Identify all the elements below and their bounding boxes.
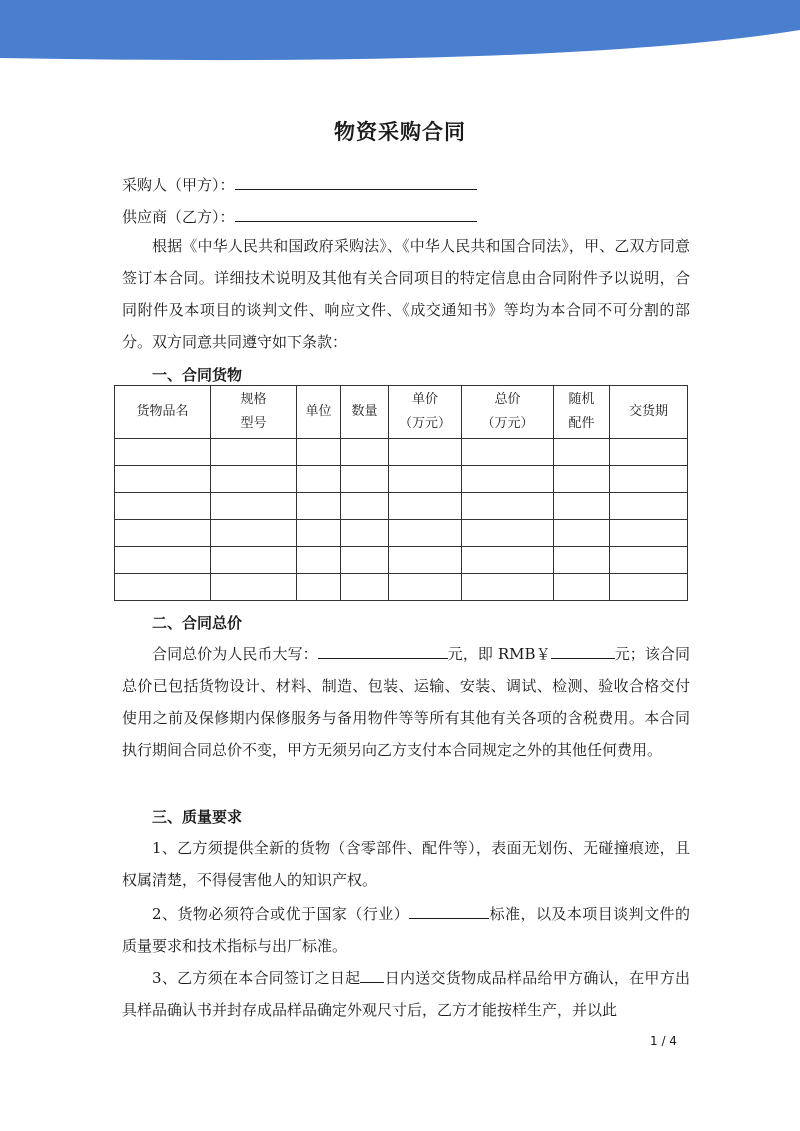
header-banner [0,0,800,70]
section1-heading: 一、合同货物 [152,366,243,384]
table-cell[interactable] [554,574,610,601]
price-paragraph [122,638,690,766]
table-cell[interactable] [297,466,341,493]
table-cell[interactable] [389,439,462,466]
table-cell[interactable] [341,574,389,601]
table-cell[interactable] [341,466,389,493]
table-cell[interactable] [389,520,462,547]
quality-3-text-a: 3、乙方须在本合同签订之日起 [152,969,361,987]
quality-3-text-b: 日内送交货物成品样品给甲方确认，在甲方出具样品确认书并封存成品样品确定外观尺寸后，乙方才能按样生产，并以此 [122,969,690,1019]
table-row [115,547,688,574]
table-cell[interactable] [389,466,462,493]
table-cell[interactable] [297,439,341,466]
intro-paragraph: 根据《中华人民共和国政府采购法》、《中华人民共和国合同法》，甲、乙双方同意签订本合同。详细技术说明及其他有关合同项目的特定信息由合同附件予以说明，合同附件及本项目的谈判文件、响应文件、《成交通知书》等均为本合同不可分割的部分。双方同意共同遵守如下条款： [122,237,690,351]
supplier-blank[interactable] [235,204,477,222]
table-cell[interactable] [115,466,211,493]
column-header: 单位 [297,386,341,439]
table-cell[interactable] [462,520,554,547]
table-cell[interactable] [211,520,297,547]
goods-table [114,385,688,601]
table-cell[interactable] [462,493,554,520]
column-header: 交货期 [610,386,688,439]
table-cell[interactable] [610,493,688,520]
table-row [115,520,688,547]
column-header: 单价 （万元） [389,386,462,439]
buyer-label: 采购人（甲方）： [122,176,235,194]
table-cell[interactable] [610,520,688,547]
table-cell[interactable] [341,547,389,574]
quality-2-text-b: 标准，以及本项目谈判文件的质量要求和技术指标与出厂标准。 [122,905,690,955]
table-cell[interactable] [297,547,341,574]
supplier-label: 供应商（乙方）： [122,208,235,226]
table-cell[interactable] [211,574,297,601]
table-cell[interactable] [462,547,554,574]
table-cell[interactable] [341,439,389,466]
quality-2-text-a: 2、货物必须符合或优于国家（行业） [152,905,410,923]
table-cell[interactable] [341,493,389,520]
table-row [115,466,688,493]
buyer-blank[interactable] [235,172,477,190]
table-cell[interactable] [341,520,389,547]
table-cell[interactable] [610,466,688,493]
standard-blank[interactable] [409,901,489,919]
table-cell[interactable] [115,493,211,520]
table-header-row [115,386,688,439]
table-cell[interactable] [389,493,462,520]
table-cell[interactable] [211,493,297,520]
table-cell[interactable] [211,466,297,493]
table-cell[interactable] [554,520,610,547]
table-cell[interactable] [115,520,211,547]
table-cell[interactable] [115,439,211,466]
quality-paragraph-3 [122,962,690,1026]
column-header: 随机 配件 [554,386,610,439]
table-cell[interactable] [610,574,688,601]
table-cell[interactable] [610,547,688,574]
quality-paragraph-2 [122,898,690,962]
column-header: 货物品名 [115,386,211,439]
table-cell[interactable] [462,439,554,466]
table-cell[interactable] [610,439,688,466]
table-cell[interactable] [554,466,610,493]
table-row [115,439,688,466]
price-words-blank[interactable] [318,641,448,659]
table-cell[interactable] [115,547,211,574]
table-cell[interactable] [554,439,610,466]
table-cell[interactable] [462,466,554,493]
document-title: 物资采购合同 [334,120,466,144]
section2-heading: 二、合同总价 [152,614,243,632]
column-header: 总价 （万元） [462,386,554,439]
price-text-c: 元；该合同总价已包括货物设计、材料、制造、包装、运输、安装、调试、检测、验收合格交付使用之前及保修期内保修服务与备用物件等等所有其他有关各项的含税费用。本合同执行期间合同总价不变，甲方无须另向乙方支付本合同规定之外的其他任何费用。 [122,645,690,759]
table-cell[interactable] [462,574,554,601]
page-number: 1 / 4 [650,1034,677,1048]
table-cell[interactable] [115,574,211,601]
table-cell[interactable] [297,574,341,601]
table-cell[interactable] [554,547,610,574]
table-cell[interactable] [554,493,610,520]
table-row [115,493,688,520]
section3-heading: 三、质量要求 [152,808,243,826]
buyer-line [122,172,477,195]
column-header: 数量 [341,386,389,439]
table-row [115,574,688,601]
table-cell[interactable] [389,547,462,574]
days-blank[interactable] [360,965,384,983]
price-text-b: 元，即 RMB￥ [447,645,551,663]
price-text-a: 合同总价为人民币大写： [152,645,318,663]
quality-paragraph-1: 1、乙方须提供全新的货物（含零部件、配件等），表面无划伤、无碰撞痕迹，且权属清楚，不得侵害他人的知识产权。 [122,839,690,889]
table-cell[interactable] [297,493,341,520]
column-header: 规格 型号 [211,386,297,439]
table-cell[interactable] [297,520,341,547]
table-cell[interactable] [211,439,297,466]
table-cell[interactable] [211,547,297,574]
supplier-line [122,204,477,227]
table-cell[interactable] [389,574,462,601]
price-rmb-blank[interactable] [551,641,615,659]
